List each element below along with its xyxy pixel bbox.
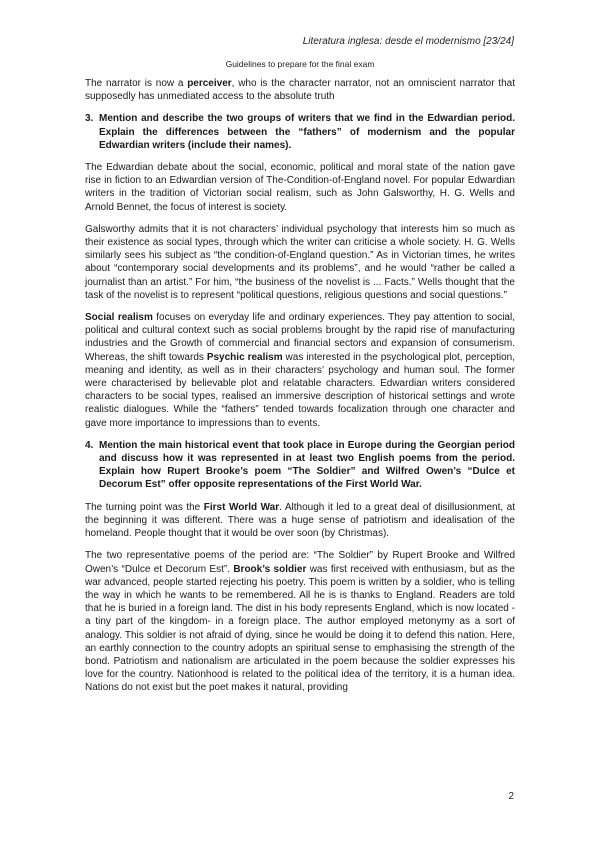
- q3-paragraph-3: Social realism focuses on everyday life and ordinary experiences. They pay attention to social, political and cultural context such as social problems brought by the rapid rise of manufacturing industries and the Growth of commercial and financial sectors and expansion of consumerism. Whereas, the shift towards Psychic realism was interested in the psychological plot, perception, meaning and identity, as well as in their characters’ psychology and human soul. The former were characterised by believable plot and relatable characters. Edwardian writers considered characters to be social types, realised an immersive description of historical settings and wrote realistic dialogues. While the “fathers” tended towards focalization through one character and gave more importance to impressions than to events.: [85, 312, 516, 429]
- q3-paragraph-2: Galsworthy admits that it is not characters’ individual psychology that interests him so much as their existence as social types, through which the writer can criticise a whole society. H. G. Wells similarly sees his subject as “the condition-of-England question.” As in Victorian times, he writes about “contemporary social developments and its problems”, and he would “rather be called a journalist than an artist.” For him, “the business of the novelist is ... Facts.” Wells thought that the task of the novelist is to represent “political questions, religious questions and social questions.”: [85, 223, 515, 301]
- question-4: [85, 439, 515, 492]
- page-subtitle: Guidelines to prepare for the final exam: [225, 59, 375, 69]
- q3-paragraph-1: The Edwardian debate about the social, economic, political and moral state of the nation gave rise in fiction to an Edwardian version of The-Condition-of-England novel. For popular Edwardian writers in the tradition of Victorian social realism, such as John Galsworthy, H. G. Wells and Arnold Bennet, the focus of interest is society.: [85, 162, 515, 213]
- question-4-text: Mention the main historical event that took place in Europe during the Georgian period and discuss how it was represented in at least two English poems from the period. Explain how Rupert Brooke’s poem “The Soldier” and Wilfred Owen’s “Dulce et Decorum Est” offer opposite representations of the First World War.: [99, 439, 515, 491]
- question-3-number: 3.: [85, 113, 94, 125]
- question-4-number: 4.: [85, 439, 94, 451]
- q4-paragraph-1: The turning point was the First World War. Although it led to a great deal of disillusionment, at the beginning it was different. There was a huge sense of patriotism and idealisation of the homeland. People thought that it would be over soon (by Christmas).: [85, 501, 515, 540]
- intro-paragraph: The narrator is now a perceiver, who is the character narrator, not an omniscient narrator that supposedly has unmediated access to the absolute truth: [85, 78, 515, 103]
- question-3-text: Mention and describe the two groups of writers that we find in the Edwardian period. Explain the differences between the “fathers” of modernism and the popular Edwardian writers (include their names).: [99, 113, 515, 151]
- question-3: [85, 112, 515, 152]
- page-content: [85, 77, 515, 704]
- q4-paragraph-2: The two representative poems of the period are: “The Soldier” by Rupert Brooke and Wilfred Owen’s “Dulce et Decorum Est”. Brook’s soldier was first received with enthusiasm, but as the war advanced, people started rejecting his poetry. This poem is written by a soldier, who is telling the way in which he wants to be remembered. All he is is thanks to England. Readers are told that he is buried in a foreign land. The dist in his body represents England, which is now located -a tiny part of the kingdom- in a foreign place. The author employed metonymy as a sort of analogy. This soldier is not afraid of dying, since he would be doing it to defend this nation. Here, an earthly connection to the country adopts an spiritual sense to emphasising the strength of the bond. Patriotism and nationalism are articulated in the poem because the soldier expresses his love for the country. Nationhood is related to the political idea of the territory, it is a human idea. Nations do not exist but the poet makes it natural, providing: [85, 550, 515, 694]
- course-header: Literatura inglesa: desde el modernismo [23/24]: [302, 36, 514, 47]
- page-number: 2: [508, 791, 514, 802]
